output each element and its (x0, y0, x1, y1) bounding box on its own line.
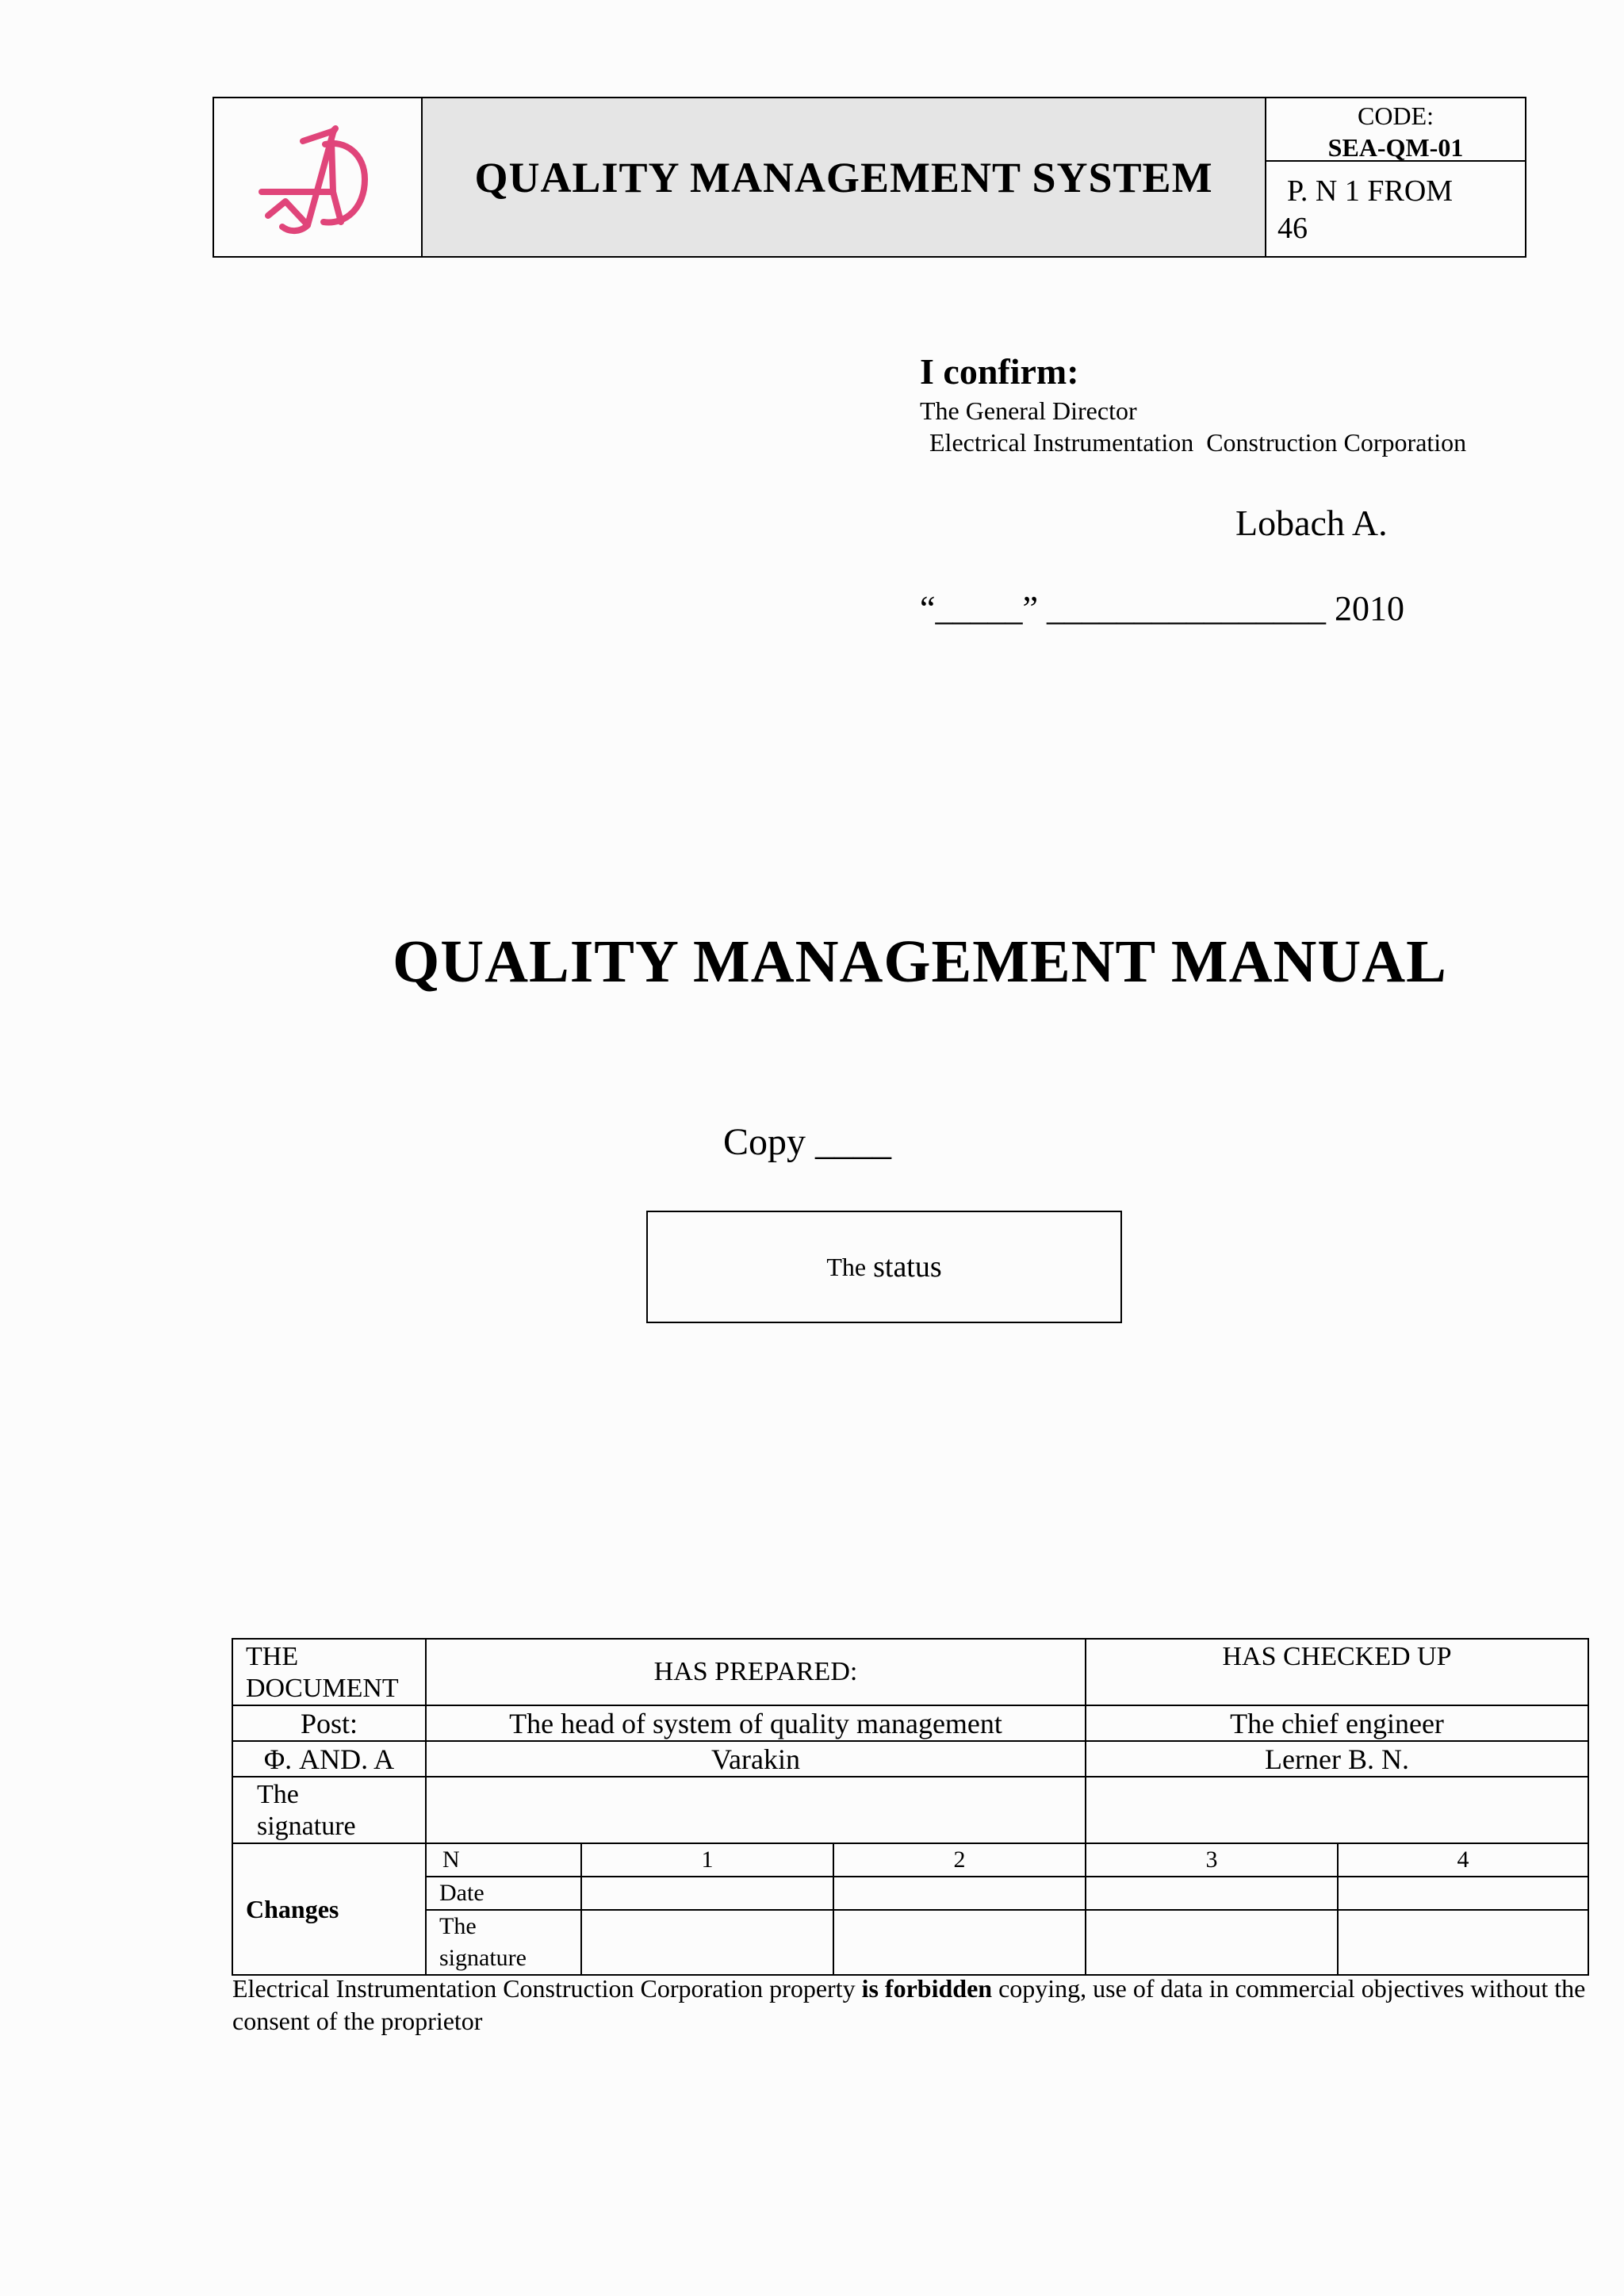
document-code (1265, 97, 1526, 162)
changes-signature-2 (833, 1910, 1086, 1975)
table-row (232, 1843, 1588, 1877)
signature-label: The signature (232, 1777, 426, 1843)
changes-signature-label: The signature (426, 1910, 581, 1975)
status-word: status (873, 1250, 942, 1284)
table-row (232, 1910, 1588, 1975)
changes-signature-1 (581, 1910, 833, 1975)
post-label: Post: (232, 1705, 426, 1741)
changes-date-label: Date (426, 1877, 581, 1910)
approval-table (232, 1638, 1589, 1976)
signature-prepared-cell (426, 1777, 1086, 1843)
confirm-name: Lobach A. (1235, 503, 1388, 543)
changes-signature-4 (1338, 1910, 1588, 1975)
document-header: THE DOCUMENT (232, 1639, 426, 1705)
table-row (232, 1877, 1588, 1910)
name-checked: Lerner B. N. (1086, 1741, 1588, 1777)
copy-label: Copy ____ (723, 1121, 892, 1163)
changes-col-2: 2 (833, 1843, 1086, 1877)
changes-label: Changes (232, 1843, 426, 1975)
confirm-role: The General Director (920, 396, 1137, 425)
page-info (1265, 160, 1526, 258)
changes-date-4 (1338, 1877, 1588, 1910)
post-prepared: The head of system of quality management (426, 1705, 1086, 1741)
footer-text-after: copying, use of data in commercial objectives without the consent of the proprietor (232, 1974, 1592, 2035)
status-box (646, 1211, 1122, 1323)
changes-col-1: 1 (581, 1843, 833, 1877)
changes-col-3: 3 (1086, 1843, 1338, 1877)
changes-date-2 (833, 1877, 1086, 1910)
status-prefix: The (826, 1252, 867, 1281)
table-row (232, 1741, 1588, 1777)
name-prepared: Varakin (426, 1741, 1086, 1777)
footer-text-before: Electrical Instrumentation Construction Corporation property (232, 1974, 862, 2003)
company-logo (213, 97, 423, 258)
prepared-header: HAS PREPARED: (426, 1639, 1086, 1705)
table-row (232, 1777, 1588, 1843)
company-logo-icon (214, 98, 421, 256)
document-title: QUALITY MANAGEMENT MANUAL (393, 928, 1447, 995)
changes-date-1 (581, 1877, 833, 1910)
checked-header: HAS CHECKED UP (1086, 1639, 1588, 1705)
table-row (232, 1639, 1588, 1705)
table-row (232, 1705, 1588, 1741)
name-label: Φ. AND. A (232, 1741, 426, 1777)
page-info-line2: 46 (1277, 212, 1308, 245)
signature-checked-cell (1086, 1777, 1588, 1843)
confirm-heading: I confirm: (920, 351, 1079, 392)
code-label: CODE: (1358, 101, 1434, 130)
header-title: QUALITY MANAGEMENT SYSTEM (421, 97, 1266, 258)
code-value: SEA-QM-01 (1327, 133, 1464, 162)
footer-note (232, 1973, 1612, 2038)
page-info-line1: P. N 1 FROM (1287, 174, 1454, 208)
post-checked: The chief engineer (1086, 1705, 1588, 1741)
confirm-date-line: “_____” ________________ 2010 (920, 589, 1405, 628)
changes-n-label: N (426, 1843, 581, 1877)
changes-signature-3 (1086, 1910, 1338, 1975)
changes-col-4: 4 (1338, 1843, 1588, 1877)
confirm-organization: Electrical Instrumentation Construction Corporation (929, 428, 1467, 457)
footer-text-bold: is forbidden (861, 1974, 993, 2003)
changes-date-3 (1086, 1877, 1338, 1910)
